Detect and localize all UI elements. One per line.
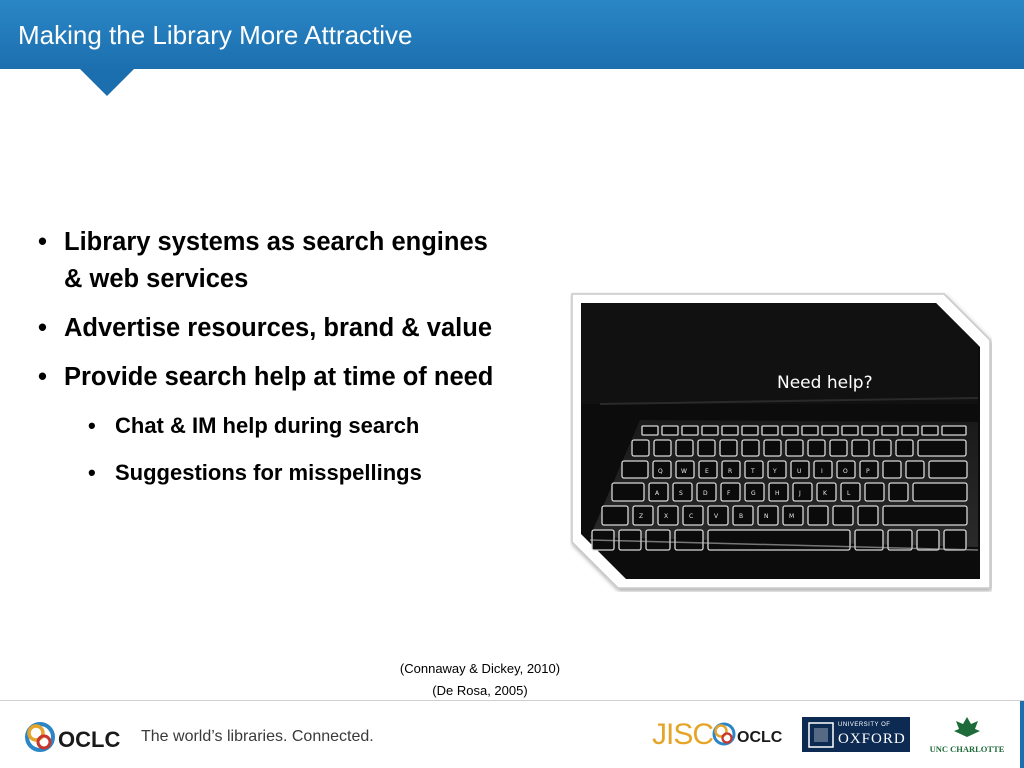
jisc-logo	[652, 718, 713, 752]
svg-text:P: P	[866, 468, 870, 475]
bullet-item	[38, 310, 498, 347]
citation: (De Rosa, 2005)	[432, 683, 528, 698]
slide-title: Making the Library More Attractive	[18, 20, 413, 50]
bullet-dot: •	[38, 228, 47, 256]
oxford-subtitle: UNIVERSITY OF	[838, 722, 891, 728]
laptop-keyboard-image	[570, 292, 992, 592]
bullet-item	[38, 224, 498, 298]
oclc-small-wordmark: OCLC	[737, 729, 783, 746]
svg-text:C: C	[689, 513, 694, 520]
svg-text:U: U	[797, 468, 802, 475]
bullet-item	[38, 359, 498, 396]
svg-text:R: R	[728, 468, 733, 475]
footer	[0, 701, 1024, 768]
svg-text:X: X	[664, 513, 669, 520]
bullet-text: Advertise resources, brand & value	[64, 314, 493, 342]
svg-text:S: S	[679, 490, 683, 497]
svg-text:D: D	[703, 490, 708, 497]
need-help-caption: Need help?	[777, 373, 873, 393]
svg-text:V: V	[714, 513, 719, 520]
citation: (Connaway & Dickey, 2010)	[399, 661, 561, 676]
svg-text:F: F	[727, 490, 731, 497]
uncc-crown-icon	[952, 715, 982, 739]
bullet-dot: •	[38, 363, 47, 391]
bullet-text: Provide search help at time of need	[64, 363, 494, 391]
svg-text:L: L	[847, 490, 851, 497]
sub-bullet-text: Suggestions for misspellings	[115, 460, 422, 485]
svg-text:N: N	[764, 513, 769, 520]
svg-text:T: T	[751, 468, 755, 475]
oclc-small-globe-icon	[712, 717, 786, 751]
sub-bullet-item	[88, 408, 498, 444]
svg-text:Y: Y	[773, 468, 777, 475]
title-bar	[0, 0, 1024, 69]
bullet-dot: •	[88, 413, 96, 438]
svg-text:G: G	[751, 490, 756, 497]
laptop-photo	[570, 292, 992, 592]
svg-text:Q: Q	[658, 468, 663, 475]
oxford-crest-icon	[806, 720, 836, 750]
tagline: The world’s libraries. Connected.	[141, 728, 374, 745]
svg-text:O: O	[843, 468, 848, 475]
title-bar-notch	[80, 69, 134, 96]
oxford-wordmark: OXFORD	[838, 731, 906, 747]
jisc-wordmark: JISC	[652, 718, 714, 751]
svg-text:E: E	[705, 468, 709, 475]
uncc-wordmark: UNC CHARLOTTE	[929, 744, 1005, 754]
svg-text:A: A	[655, 490, 660, 497]
uncc-logo	[925, 715, 1009, 754]
oclc-partner-logo	[712, 717, 786, 756]
citations	[360, 658, 600, 702]
svg-text:B: B	[739, 513, 744, 520]
svg-text:M: M	[789, 513, 795, 520]
oxford-logo	[802, 717, 910, 752]
svg-text:Z: Z	[639, 513, 644, 520]
svg-text:K: K	[823, 490, 827, 497]
bullet-dot: •	[88, 460, 96, 485]
sub-bullet-item	[88, 455, 498, 491]
oclc-logo	[24, 715, 134, 755]
bullet-dot: •	[38, 314, 47, 342]
bullet-list	[38, 224, 498, 502]
svg-text:J: J	[799, 490, 801, 497]
oclc-wordmark: OCLC	[58, 727, 121, 752]
oclc-globe-icon	[24, 715, 134, 755]
svg-text:H: H	[775, 490, 780, 497]
svg-text:W: W	[681, 468, 687, 475]
sub-bullet-text: Chat & IM help during search	[115, 413, 420, 438]
bullet-text: Library systems as search engines & web services	[64, 228, 488, 293]
footer-accent-bar	[1020, 701, 1024, 768]
svg-text:I: I	[821, 468, 823, 475]
